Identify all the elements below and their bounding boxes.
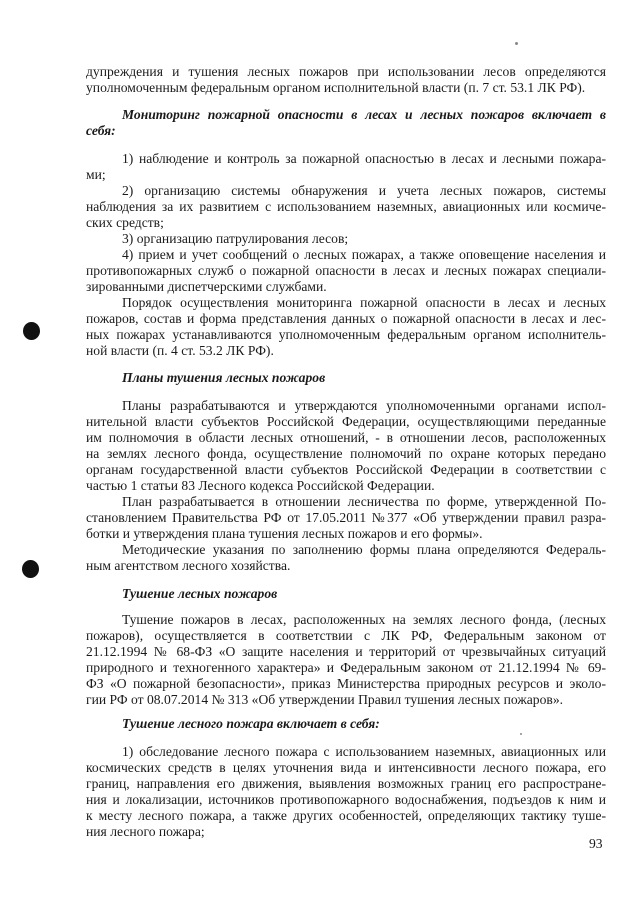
text-line: им полномочия в области лесных отношений, - в отношении лесов, расположенных bbox=[86, 430, 606, 445]
text-line: ной власти (п. 4 ст. 53.2 ЛК РФ). bbox=[86, 343, 274, 358]
section-heading-firefighting: Тушение лесных пожаров bbox=[122, 586, 278, 601]
text-line: 21.12.1994 № 68-ФЗ «О защите населения и территорий от чрезвычайных ситуаций bbox=[86, 644, 606, 659]
paragraph-start: Порядок осуществления мониторинга пожарной опасности в лесах и лесных bbox=[122, 295, 606, 310]
text-line: ных пожарах устанавливаются уполномоченным федеральным органом исполнитель- bbox=[86, 327, 606, 342]
text-line: уполномоченным федеральным органом исполнительной власти (п. 7 ст. 53.1 ЛК РФ). bbox=[86, 80, 586, 95]
punch-hole-mark bbox=[22, 560, 39, 578]
paragraph-start: Тушение пожаров в лесах, расположенных на землях лесного фонда, (лесных bbox=[122, 612, 606, 627]
text-line: ния лесного пожара; bbox=[86, 824, 205, 839]
punch-hole-mark bbox=[23, 322, 40, 340]
text-line: на землях лесного фонда, осуществление полномочий по охране которых передано bbox=[86, 446, 606, 461]
text-line: к месту лесного пожара, а также других особенностей, определяющих тактику туше- bbox=[86, 808, 606, 823]
list-item: 1) обследование лесного пожара с использованием наземных, авиационных или bbox=[122, 744, 606, 759]
section-heading-monitoring-cont: себя: bbox=[86, 123, 116, 138]
text-line: ми; bbox=[86, 167, 106, 182]
text-line: органам государственной власти субъектов Российской Федерации в соответствии с bbox=[86, 462, 606, 477]
text-line: дупреждения и тушения лесных пожаров при использовании лесов определяются bbox=[86, 64, 606, 79]
section-heading-plans: Планы тушения лесных пожаров bbox=[122, 370, 326, 385]
paragraph-start: Планы разрабатываются и утверждаются уполномоченными органами испол- bbox=[122, 398, 606, 413]
text-line: пожаров), осуществляется в соответствии с ЛК РФ, Федеральным законом от bbox=[86, 628, 606, 643]
list-item: 3) организацию патрулирования лесов; bbox=[122, 231, 349, 246]
text-line: ным агентством лесного хозяйства. bbox=[86, 558, 291, 573]
text-line: ских средств; bbox=[86, 215, 164, 230]
text-line: границ, направления его движения, выявления возможных границ его распростране- bbox=[86, 776, 606, 791]
scan-speck bbox=[515, 42, 518, 45]
text-line: зированными диспетчерскими службами. bbox=[86, 279, 327, 294]
text-line: ния и локализации, источников противопожарного водоснабжения, подъездов к ним и bbox=[86, 792, 606, 807]
text-line: противопожарных служб о пожарной опасности в лесах и лесных пожарах специали- bbox=[86, 263, 606, 278]
section-heading-firefighting-includes: Тушение лесного пожара включает в себя: bbox=[122, 716, 380, 731]
text-line: наблюдения за их развитием с использованием наземных, авиационных или космиче- bbox=[86, 199, 606, 214]
text-line: ботки и утверждения плана тушения лесных пожаров и его формы». bbox=[86, 526, 483, 541]
text-line: нительной власти субъектов Российской Федерации, осуществляющими переданные bbox=[86, 414, 606, 429]
paragraph-start: План разрабатывается в отношении лесничества по форме, утвержденной По- bbox=[122, 494, 606, 509]
text-line: становлением Правительства РФ от 17.05.2011 №377 «Об утверждении правил разра- bbox=[86, 510, 606, 525]
paragraph-start: Методические указания по заполнению формы плана определяются Федераль- bbox=[122, 542, 606, 557]
text-line: природного и техногенного характера» и Федеральным законом от 21.12.1994 № 69- bbox=[86, 660, 606, 675]
text-line: частью 1 статьи 83 Лесного кодекса Российской Федерации. bbox=[86, 478, 435, 493]
text-line: ФЗ «О пожарной безопасности», приказ Министерства природных ресурсов и эколо- bbox=[86, 676, 606, 691]
list-item: 2) организацию системы обнаружения и учета лесных пожаров, системы bbox=[122, 183, 606, 198]
section-heading-monitoring: Мониторинг пожарной опасности в лесах и лесных пожаров включает в bbox=[122, 107, 606, 122]
list-item: 4) прием и учет сообщений о лесных пожарах, а также оповещение населения и bbox=[122, 247, 606, 262]
text-line: космических средств в целях уточнения вида и интенсивности лесного пожара, его bbox=[86, 760, 606, 775]
scan-speck bbox=[520, 733, 522, 735]
list-item: 1) наблюдение и контроль за пожарной опасностью в лесах и лесными пожара- bbox=[122, 151, 606, 166]
text-line: пожаров, состав и форма представления данных о пожарной опасности в лесах и лес- bbox=[86, 311, 606, 326]
page-number: 93 bbox=[589, 836, 603, 851]
text-line: гии РФ от 08.07.2014 № 313 «Об утверждении Правил тушения лесных пожаров». bbox=[86, 692, 564, 707]
